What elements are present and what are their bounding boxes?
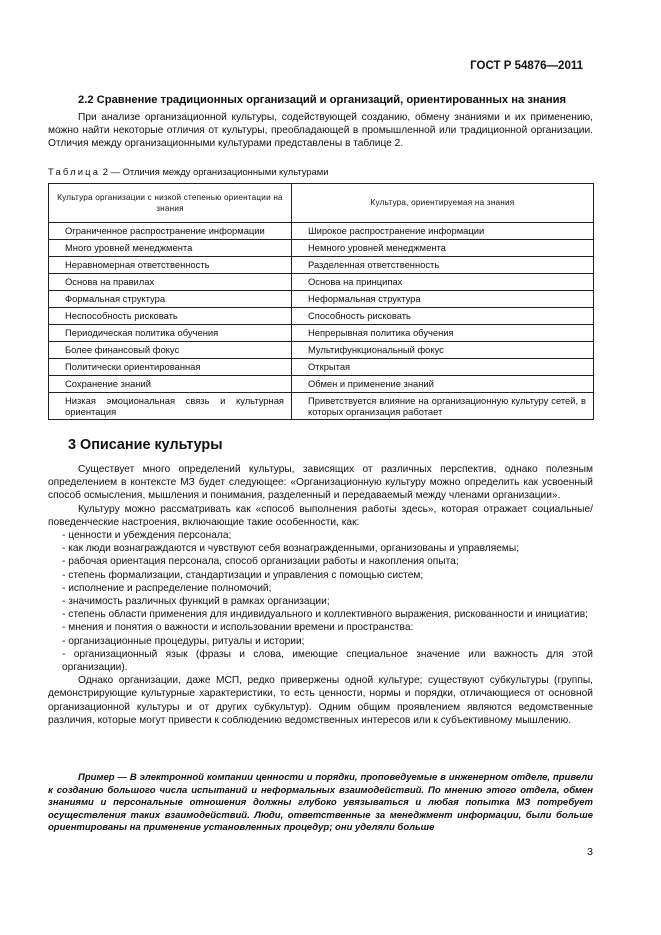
- section-3-paragraph-2: Культуру можно рассматривать как «способ выполнения работы здесь», которая отражает социальные/поведенческие настроения, включающие такие особенности, как:: [48, 503, 593, 528]
- section-2-2-paragraph: При анализе организационной культуры, содействующей созданию, обмену знаниями и их применению, можно найти некоторые отличия от культуры, преобладающей в промышленной или традиционной организации. Отличия между организационными культурами представлены в таблице 2.: [48, 112, 593, 150]
- section-3-paragraph-1: Существует много определений культуры, зависящих от различных перспектив, однако полезным определением в контексте МЗ будет следующее: «Организационную культуру можно определить как усвоенный способ осмысления, мышления и понимания, разделенный и передаваемый между членами организации».: [48, 464, 593, 502]
- table-cell-right: Основа на принципах: [292, 274, 594, 291]
- table-cell-left: Много уровней менеджмента: [49, 240, 292, 257]
- table-cell-left: Неравномерная ответственность: [49, 257, 292, 274]
- page-number: 3: [587, 846, 593, 858]
- table-cell-left: Более финансовый фокус: [49, 342, 292, 359]
- standard-number: ГОСТ Р 54876—2011: [470, 60, 583, 72]
- table-row: [49, 376, 594, 393]
- table-caption-text: 2 — Отличия между организационными культурами: [102, 166, 329, 177]
- table-row: [49, 291, 594, 308]
- table-cell-right: Способность рисковать: [292, 308, 594, 325]
- section-3-paragraph-3: Однако организации, даже МСП, редко привержены одной культуре; существуют субкультуры (группы, демонстрирующие культурные характеристики, то есть ценности, нормы и порядки, отличающиеся от основной организационной культуры и от других субкультур). Одним общим проявлением являются ведомственные различия, которые могут привести к соблюдению ведомственных интересов или к субъективному мышлению.: [48, 675, 593, 726]
- list-item: - значимость различных функций в рамках организации;: [62, 596, 330, 608]
- table-header-row: [49, 184, 594, 223]
- table-cell-left: Неспособность рисковать: [49, 308, 292, 325]
- table-header-left: Культура организации с низкой степенью ориентации на знания: [49, 184, 292, 223]
- table-cell-right: Непрерывная политика обучения: [292, 325, 594, 342]
- table-row: [49, 359, 594, 376]
- table-row: [49, 342, 594, 359]
- table-cell-right: Обмен и применение знаний: [292, 376, 594, 393]
- table-cell-right: Открытая: [292, 359, 594, 376]
- table-row: [49, 393, 594, 420]
- list-item: - как люди вознаграждаются и чувствуют себя вознагражденными, организованы и управляемы;: [62, 543, 520, 555]
- table-header-right: Культура, ориентируемая на знания: [292, 184, 594, 223]
- section-2-2-title: 2.2 Сравнение традиционных организаций и организаций, ориентированных на знания: [78, 94, 567, 106]
- culture-comparison-table: [48, 183, 594, 420]
- list-item: - степень области применения для индивидуального и коллективного выражения, рискованности и инициатив;: [62, 609, 589, 621]
- table-cell-left: Ограниченное распространение информации: [49, 223, 292, 240]
- table-cell-left: Сохранение знаний: [49, 376, 292, 393]
- table-cell-right: Приветствуется влияние на организационную культуру сетей, в которых организация работает: [292, 393, 594, 420]
- list-item: - рабочая ориентация персонала, способ организации работы и накопления опыта;: [62, 556, 459, 568]
- list-item: - мнения и понятия о важности и использовании времени и пространства:: [62, 622, 414, 634]
- table-cell-left: Низкая эмоциональная связь и культурная ориентация: [49, 393, 292, 420]
- example-paragraph: Пример — В электронной компании ценности и порядки, проповедуемые в инженерном отделе, привели к созданию большого числа испытаний и неформальных взаимодействий. По мнению этого отдела, обмен знаниями и персональные отношения должны глубоко увязываться и любая попытка МЗ потребует осуществления таких взаимодействий. Люди, ответственные за менеджмент информации, были больше ориентированы на применение установленных процедур; они уделяли больше: [48, 772, 593, 834]
- section-2-2-text: [48, 111, 593, 151]
- list-item: - исполнение и распределение полномочий;: [62, 582, 272, 594]
- table-row: [49, 240, 594, 257]
- table-caption: [48, 166, 328, 177]
- list-item: - организационные процедуры, ритуалы и истории;: [62, 635, 305, 647]
- table-row: [49, 308, 594, 325]
- table-caption-label: Таблица: [48, 166, 101, 177]
- table-cell-right: Неформальная структура: [292, 291, 594, 308]
- list-item: - организационный язык (фразы и слова, имеющие специальное значение или важность для этой организации).: [62, 648, 593, 674]
- table-cell-left: Периодическая политика обучения: [49, 325, 292, 342]
- table-cell-right: Мультифункциональный фокус: [292, 342, 594, 359]
- list-item: - степень формализации, стандартизации и управления с помощью систем;: [62, 569, 424, 581]
- table-cell-left: Политически ориентированная: [49, 359, 292, 376]
- section-3-title: 3 Описание культуры: [68, 437, 223, 453]
- table-row: [49, 274, 594, 291]
- table-cell-right: Разделенная ответственность: [292, 257, 594, 274]
- table-cell-left: Основа на правилах: [49, 274, 292, 291]
- table-row: [49, 325, 594, 342]
- section-3-text: [48, 463, 593, 727]
- list-item: - ценности и убеждения персонала;: [62, 530, 232, 542]
- table-row: [49, 223, 594, 240]
- table-row: [49, 257, 594, 274]
- table-cell-right: Широкое распространение информации: [292, 223, 594, 240]
- table-cell-left: Формальная структура: [49, 291, 292, 308]
- table-cell-right: Немного уровней менеджмента: [292, 240, 594, 257]
